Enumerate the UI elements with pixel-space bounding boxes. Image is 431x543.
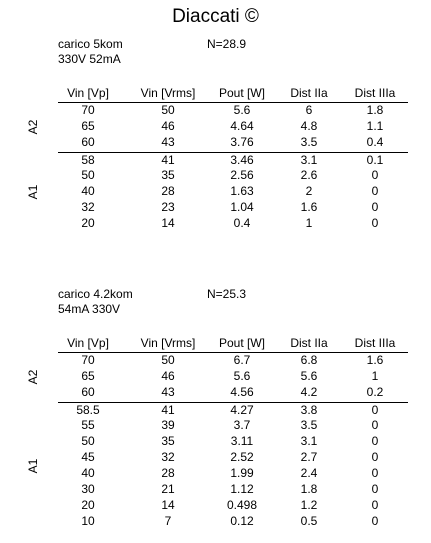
table-cell: 0.1 (366, 152, 384, 167)
table-cell: 1.63 (230, 184, 254, 199)
table-cell: 0 (371, 418, 379, 433)
table-cell: 4.2 (300, 384, 318, 399)
group-label: A1 (26, 458, 40, 474)
table-cell: 35 (161, 168, 175, 183)
column-header: Dist IIa (290, 336, 328, 350)
table-cell: 14 (161, 215, 175, 230)
table-cell: 0 (371, 215, 379, 230)
table-cell: 2 (305, 184, 313, 199)
table-cell: 20 (81, 497, 95, 512)
table-cell: 1.8 (300, 481, 318, 496)
turns-ratio-label: N=28.9 (207, 37, 247, 51)
table-cell: 2.7 (300, 450, 318, 465)
table-cell: 41 (161, 152, 175, 167)
table-cell: 20 (81, 215, 95, 230)
table-cell: 55 (81, 418, 95, 433)
column-header: Vin [Vp] (67, 336, 109, 350)
table-cell: 0.2 (366, 384, 384, 399)
table-cell: 2.52 (230, 450, 254, 465)
table-cell: 43 (161, 134, 175, 149)
table-cell: 21 (161, 481, 175, 496)
table-cell: 50 (161, 353, 175, 367)
page-title: Diaccati © (172, 6, 259, 27)
group-label: A2 (26, 369, 40, 385)
table-cell: 0 (371, 434, 379, 449)
table-cell: 39 (161, 418, 175, 433)
load-note: carico 5kom (58, 37, 123, 51)
table-cell: 40 (81, 465, 95, 480)
table-cell: 3.8 (300, 402, 318, 417)
table-cell: 65 (81, 368, 95, 383)
table-cell: 0 (371, 184, 379, 199)
table-cell: 3.11 (230, 434, 254, 449)
table-cell: 5.6 (233, 103, 251, 117)
table-cell: 46 (161, 368, 175, 383)
turns-ratio-label: N=25.3 (207, 287, 247, 301)
table-cell: 32 (81, 200, 95, 215)
table-cell: 3.1 (300, 434, 318, 449)
table-cell: 70 (81, 103, 95, 117)
table-cell: 43 (161, 384, 175, 399)
table-cell: 0.12 (230, 513, 254, 528)
table-cell: 0.4 (233, 215, 251, 230)
group-label: A1 (26, 184, 40, 200)
table-cell: 28 (161, 184, 175, 199)
load-note: carico 4.2kom (58, 287, 133, 301)
table-cell: 0 (371, 450, 379, 465)
table-cell: 3.5 (300, 418, 318, 433)
column-header: Dist IIa (290, 86, 328, 100)
table-cell: 46 (161, 118, 175, 133)
table-cell: 0.5 (300, 513, 318, 528)
table-cell: 6 (305, 103, 313, 117)
table-cell: 1.6 (366, 353, 384, 367)
table-cell: 14 (161, 497, 175, 512)
table-cell: 0.498 (226, 497, 258, 512)
table-cell: 28 (161, 465, 175, 480)
table-cell: 4.56 (230, 384, 254, 399)
column-header: Vin [Vrms] (140, 336, 196, 350)
table-cell: 50 (161, 103, 175, 117)
table-cell: 41 (161, 402, 175, 417)
table-cell: 0 (371, 513, 379, 528)
group-label: A2 (26, 119, 40, 135)
table-cell: 32 (161, 450, 175, 465)
table-cell: 6.7 (233, 353, 251, 367)
table-cell: 60 (81, 384, 95, 399)
table-cell: 1.8 (366, 103, 384, 117)
column-header: Dist IIIa (354, 336, 396, 350)
table-cell: 60 (81, 134, 95, 149)
table-cell: 3.1 (300, 152, 318, 167)
column-header: Pout [W] (218, 336, 265, 350)
table-cell: 2.56 (230, 168, 254, 183)
table-cell: 1.6 (300, 200, 318, 215)
column-header: Vin [Vp] (67, 86, 109, 100)
table-cell: 3.7 (233, 418, 251, 433)
table-cell: 50 (81, 434, 95, 449)
table-cell: 3.46 (230, 152, 254, 167)
table-cell: 0 (371, 481, 379, 496)
table-cell: 0 (371, 497, 379, 512)
table-cell: 23 (161, 200, 175, 215)
table-cell: 40 (81, 184, 95, 199)
table-cell: 1.12 (230, 481, 254, 496)
column-header: Vin [Vrms] (140, 86, 196, 100)
table-cell: 70 (81, 353, 95, 367)
table-cell: 0 (371, 465, 379, 480)
table-cell: 0 (371, 168, 379, 183)
table-cell: 5.6 (233, 368, 251, 383)
table-cell: 1.04 (230, 200, 254, 215)
table-cell: 58.5 (76, 402, 100, 417)
table-cell: 1.99 (230, 465, 254, 480)
column-header: Pout [W] (218, 86, 265, 100)
table-cell: 2.6 (300, 168, 318, 183)
table-cell: 65 (81, 118, 95, 133)
table-cell: 1.2 (300, 497, 318, 512)
column-header: Dist IIIa (354, 86, 396, 100)
table-cell: 1.1 (366, 118, 384, 133)
table-cell: 0.4 (366, 134, 384, 149)
table-cell: 45 (81, 450, 95, 465)
table-cell: 35 (161, 434, 175, 449)
table-cell: 58 (81, 152, 95, 167)
table-cell: 0 (371, 200, 379, 215)
table-cell: 5.6 (300, 368, 318, 383)
table-cell: 7 (164, 513, 172, 528)
table-cell: 1 (371, 368, 379, 383)
table-cell: 4.27 (230, 402, 254, 417)
table-cell: 4.8 (300, 118, 318, 133)
table-cell: 30 (81, 481, 95, 496)
table-cell: 3.76 (230, 134, 254, 149)
table-cell: 1 (305, 215, 313, 230)
table-cell: 2.4 (300, 465, 318, 480)
table-cell: 10 (81, 513, 95, 528)
supply-note: 54mA 330V (58, 302, 121, 316)
table-cell: 6.8 (300, 353, 318, 367)
table-cell: 0 (371, 402, 379, 417)
table-cell: 50 (81, 168, 95, 183)
table-cell: 3.5 (300, 134, 318, 149)
table-cell: 4.64 (230, 118, 254, 133)
supply-note: 330V 52mA (58, 52, 121, 66)
